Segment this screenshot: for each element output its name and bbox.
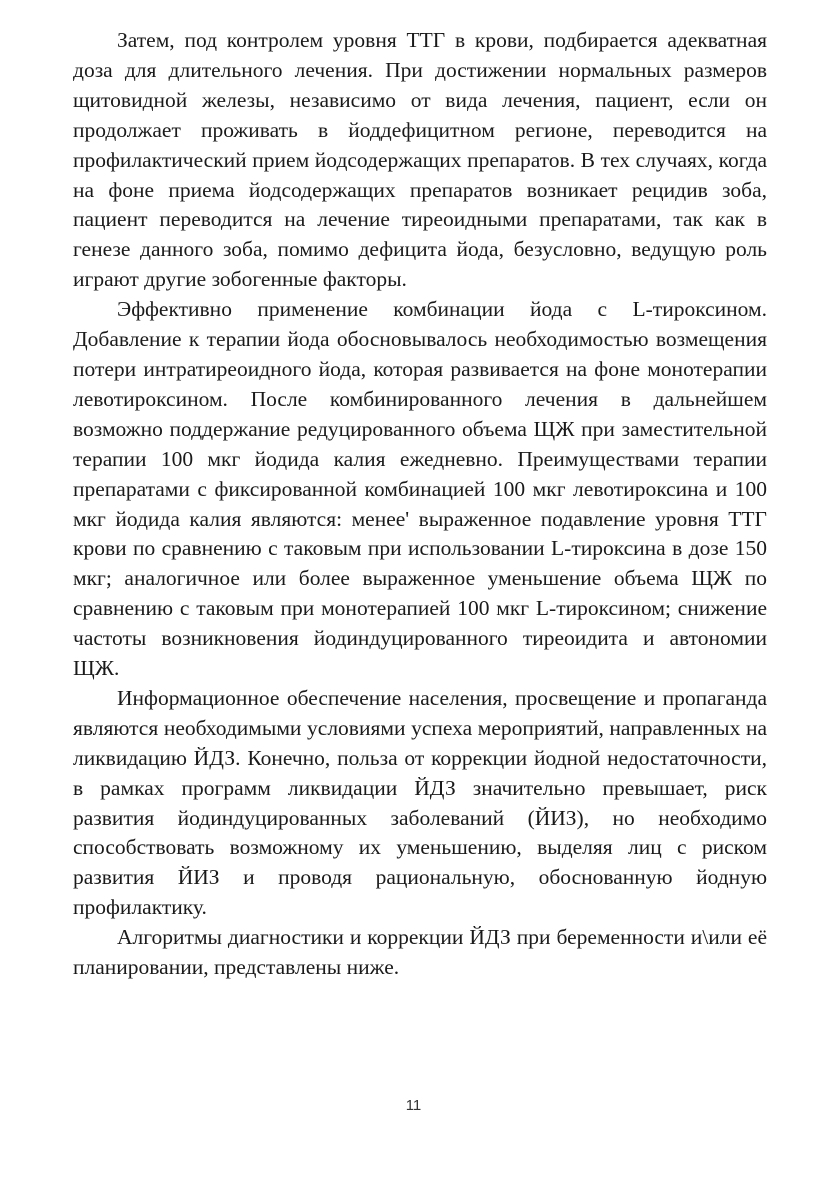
paragraph-ttg-dose: Затем, под контролем уровня ТТГ в крови, подбирается адекватная доза для длительного лечения. При достижении нормальных размеров щитовидной железы, независимо от вида лечения, пациент, если он продолжает проживать в йоддефицитном регионе, переводится на профилактический прием йодсодержащих препаратов. В тех случаях, когда на фоне приема йодсодержащих препаратов возникает рецидив зоба, пациент переводится на лечение тиреоидными препаратами, так как в генезе данного зоба, помимо дефицита йода, безусловно, ведущую роль играют другие зобогенные факторы.	[73, 28, 767, 292]
paragraph-algorithms: Алгоритмы диагностики и коррекции ЙДЗ при беременности и\или её планировании, представлены ниже.	[73, 925, 767, 980]
paragraph-population-information: Информационное обеспечение населения, просвещение и пропаганда являются необходимыми условиями успеха мероприятий, направленных на ликвидацию ЙДЗ. Конечно, польза от коррекции йодной недостаточности, в рамках программ ликвидации ЙДЗ значительно превышает, риск развития йодиндуцированных заболеваний (ЙИЗ), но необходимо способствовать возможному их уменьшению, выделяя лиц с риском развития ЙИЗ и проводя рациональную, обоснованную йодную профилактику.	[73, 685, 767, 920]
paragraph-iodine-l-thyroxine: Эффективно применение комбинации йода с L-тироксином. Добавление к терапии йода обосновывалось необходимостью возмещения потери интратиреоидного йода, которая развивается на фоне монотерапии левотироксином. После комбинированного лечения в дальнейшем возможно поддержание редуцированного объема ЩЖ при заместительной терапии 100 мкг йодида калия ежедневно. Преимуществами терапии препаратами с фиксированной комбинацией 100 мкг левотироксина и 100 мкг йодида калия являются: менее' выраженное подавление уровня ТТГ крови по сравнению с таковым при использовании L-тироксина в дозе 150 мкг; аналогичное или более выраженное уменьшение объема ЩЖ по сравнению с таковым при монотерапией 100 мкг L-тироксином; снижение частоты возникновения йодиндуцированного тиреоидита и автономии ЩЖ.	[73, 297, 767, 681]
document-page	[73, 26, 767, 983]
page-number: 11	[405, 1097, 422, 1114]
